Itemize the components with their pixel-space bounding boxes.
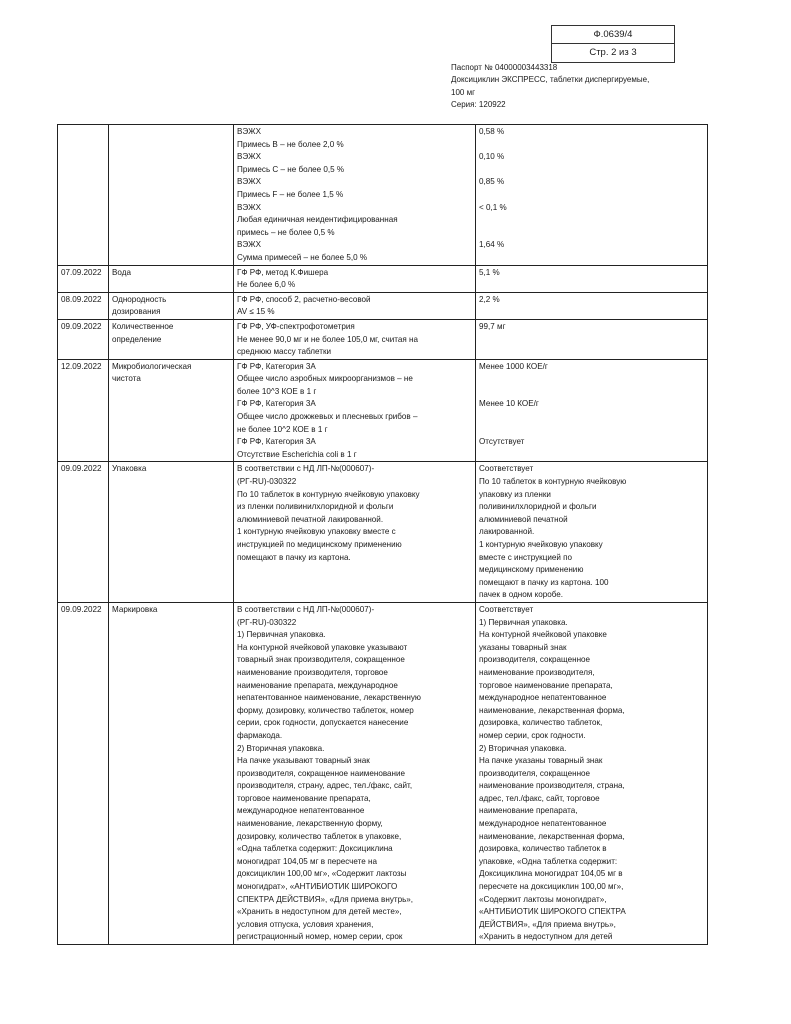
passport-header [451, 62, 711, 112]
cell-line: ГФ РФ, Категория 3А [237, 361, 316, 371]
cell-line: упаковке, «Одна таблетка содержит: [479, 856, 618, 866]
date-cell [58, 125, 109, 266]
cell-line: наименование препарата, международное [237, 680, 398, 690]
date-cell: 09.09.2022 [58, 462, 109, 603]
cell-line: «Хранить в недоступном для детей [479, 932, 613, 942]
cell-line [479, 189, 704, 202]
requirement-cell [234, 602, 476, 944]
cell-line: < 0,1 % [479, 202, 507, 212]
cell-line: наименование, лекарственную форму, [237, 819, 383, 829]
cell-line: наименование препарата, [479, 806, 578, 816]
cell-line: «Одна таблетка содержит: Доксициклина [237, 844, 393, 854]
product-dose: 100 мг [451, 87, 475, 97]
cell-line: не более 10^2 КОЕ в 1 г [237, 424, 328, 434]
cell-line: Отсутствует [479, 437, 525, 447]
table-row [58, 359, 708, 462]
cell-line: ГФ РФ, метод К.Фишера [237, 267, 329, 277]
table-row [58, 265, 708, 292]
cell-line: Не менее 90,0 мг и не более 105,0 мг, считая на [237, 334, 419, 344]
table-row [58, 319, 708, 359]
cell-line: из пленки поливинилхлоридной и фольги [237, 502, 394, 512]
cell-line: производителя, страну, адрес, тел./факс, сайт, [237, 781, 413, 791]
cell-line: Однородность [112, 294, 167, 304]
cell-line [479, 449, 704, 462]
cell-line: Количественное [112, 321, 174, 331]
cell-line: среднюю массу таблетки [237, 347, 332, 357]
cell-line: Доксициклина моногидрат 104,05 мг в [479, 869, 623, 879]
cell-line: вместе с инструкцией по [479, 552, 573, 562]
cell-line: «АНТИБИОТИК ШИРОКОГО СПЕКТРА [479, 907, 626, 917]
cell-line: ВЭЖХ [237, 177, 261, 187]
cell-line: чистота [112, 374, 141, 384]
test-cell [109, 462, 234, 603]
test-cell [109, 602, 234, 944]
cell-line: Сумма примесей – не более 5,0 % [237, 252, 368, 262]
cell-line: международное непатентованное [479, 693, 607, 703]
cell-line: наименование, лекарственная форма, [479, 831, 625, 841]
cell-line: На пачке указаны товарный знак [479, 756, 603, 766]
cell-line: примесь – не более 0,5 % [237, 227, 335, 237]
requirement-cell [234, 462, 476, 603]
cell-line: Примесь F – не более 1,5 % [237, 189, 344, 199]
cell-line: Примесь С – не более 0,5 % [237, 164, 345, 174]
cell-line: пересчете на доксициклин 100,00 мг», [479, 882, 624, 892]
cell-line: Маркировка [112, 604, 158, 614]
cell-line: ДЕЙСТВИЯ», «Для приема внутрь», [479, 919, 616, 929]
cell-line: серии, срок годности, допускается нанесение [237, 718, 409, 728]
cell-line: Менее 10 КОЕ/г [479, 399, 539, 409]
cell-line: медицинскому применению [479, 565, 584, 575]
requirement-cell [234, 359, 476, 462]
cell-line: На контурной ячейковой упаковке указывают [237, 642, 408, 652]
form-code: Ф.0639/4 [593, 29, 633, 40]
table-row [58, 292, 708, 319]
cell-line [479, 139, 704, 152]
test-cell [109, 292, 234, 319]
cell-line: 99,7 мг [479, 321, 506, 331]
cell-line: пачек в одном коробе. [479, 590, 564, 600]
cell-line: 5,1 % [479, 267, 500, 277]
result-cell [476, 462, 708, 603]
cell-line: моногидрат», «АНТИБИОТИК ШИРОКОГО [237, 882, 398, 892]
cell-line: помещают в пачку из картона. [237, 552, 351, 562]
result-cell [476, 602, 708, 944]
cell-line: наименование, лекарственная форма, [479, 705, 625, 715]
date-cell: 12.09.2022 [58, 359, 109, 462]
cell-line: указаны товарный знак [479, 642, 567, 652]
result-cell [476, 359, 708, 462]
cell-line: торговое наименование препарата, [237, 793, 371, 803]
passport-number: Паспорт № 04000003443318 [451, 63, 558, 72]
requirement-cell [234, 292, 476, 319]
cell-line: определение [112, 334, 162, 344]
cell-line: 1,64 % [479, 240, 505, 250]
requirement-cell [234, 125, 476, 266]
cell-line: форму, дозировку, количество таблеток, номер [237, 705, 414, 715]
test-cell [109, 125, 234, 266]
cell-line: ГФ РФ, Категория 3А [237, 399, 316, 409]
cell-line: 1) Первичная упаковка. [237, 630, 326, 640]
cell-line: Вода [112, 267, 131, 277]
cell-line: адрес, тел./факс, сайт, торговое [479, 793, 600, 803]
cell-line: инструкцией по медицинскому применению [237, 540, 402, 549]
table-row [58, 462, 708, 603]
cell-line: ГФ РФ, УФ-спектрофотометрия [237, 321, 355, 331]
cell-line: производителя, сокращенное наименование [237, 768, 406, 778]
cell-line [479, 373, 704, 386]
cell-line: 0,10 % [479, 152, 505, 162]
cell-line: товарный знак производителя, сокращенное [237, 655, 405, 665]
cell-line: «Содержит лактозы моногидрат», [479, 894, 607, 904]
cell-line: 2) Вторичная упаковка. [237, 743, 325, 753]
cell-line: В соответствии с НД ЛП-№(000607)- [237, 604, 375, 614]
test-cell [109, 265, 234, 292]
cell-line: Микробиологическая [112, 361, 192, 371]
cell-line: упаковку из пленки [479, 489, 551, 499]
cell-line: Менее 1000 КОЕ/г [479, 361, 548, 371]
result-cell [476, 292, 708, 319]
cell-line: производителя, сокращенное [479, 655, 591, 665]
cell-line: На контурной ячейковой упаковке [479, 630, 607, 640]
date-cell: 08.09.2022 [58, 292, 109, 319]
cell-line: лакированной. [479, 527, 535, 537]
cell-line: Не более 6,0 % [237, 280, 296, 290]
cell-line: наименование производителя, страна, [479, 781, 625, 791]
cell-line: По 10 таблеток в контурную ячейковую упаковку [237, 489, 420, 499]
cell-line [479, 227, 704, 240]
cell-line: ВЭЖХ [237, 202, 261, 212]
cell-line: (РГ-RU)-030322 [237, 617, 297, 627]
cell-line: 0,85 % [479, 177, 505, 187]
cell-line: дозировку, количество таблеток в упаковке, [237, 831, 402, 841]
cell-line: поливинилхлоридной и фольги [479, 502, 597, 512]
cell-line: ВЭЖХ [237, 152, 261, 162]
cell-line: алюминиевой печатной лакированной. [237, 514, 384, 524]
cell-line: фармакода. [237, 730, 283, 740]
cell-line: ВЭЖХ [237, 127, 261, 136]
cell-line: 0,58 % [479, 127, 505, 136]
cell-line: номер серии, срок годности. [479, 730, 586, 740]
form-code-box [551, 25, 675, 63]
cell-line: AV ≤ 15 % [237, 307, 275, 317]
cell-line [479, 386, 704, 399]
cell-line: ГФ РФ, способ 2, расчетно-весовой [237, 294, 371, 304]
cell-line: международное непатентованное [237, 806, 365, 816]
cell-line: наименование производителя, торговое [237, 667, 388, 677]
cell-line: 1) Первичная упаковка. [479, 617, 568, 627]
cell-line: торговое наименование препарата, [479, 680, 613, 690]
cell-line: На пачке указывают товарный знак [237, 756, 370, 766]
cell-line: производителя, сокращенное [479, 768, 591, 778]
cell-line [479, 411, 704, 424]
table-row [58, 125, 708, 266]
test-cell [109, 359, 234, 462]
cell-line: Соответствует [479, 464, 534, 474]
cell-line: 1 контурную ячейковую упаковку вместе с [237, 527, 396, 537]
requirement-cell [234, 319, 476, 359]
table-row [58, 602, 708, 944]
cell-line: В соответствии с НД ЛП-№(000607)- [237, 464, 375, 474]
result-cell [476, 125, 708, 266]
cell-line [479, 214, 704, 227]
cell-line: 2) Вторичная упаковка. [479, 743, 567, 753]
cell-line: Упаковка [112, 464, 147, 474]
cell-line: ВЭЖХ [237, 240, 261, 250]
cell-line [479, 252, 704, 265]
cell-line: дозировка, количество таблеток, [479, 718, 603, 728]
cell-line [479, 164, 704, 177]
result-cell [476, 265, 708, 292]
page-number: Стр. 2 из 3 [552, 43, 674, 62]
cell-line: Общее число дрожжевых и плесневых грибов – [237, 412, 418, 422]
cell-line: непатентованное наименование, лекарственную [237, 693, 421, 703]
test-cell [109, 319, 234, 359]
cell-line: Любая единичная неидентифицированная [237, 215, 398, 225]
cell-line: более 10^3 КОЕ в 1 г [237, 386, 317, 396]
cell-line: Соответствует [479, 604, 534, 614]
cell-line: (РГ-RU)-030322 [237, 477, 297, 487]
result-cell [476, 319, 708, 359]
cell-line: 2,2 % [479, 294, 500, 304]
product-name: Доксициклин ЭКСПРЕСС, таблетки диспергируемые, [451, 75, 650, 85]
cell-line [479, 424, 704, 437]
requirement-cell [234, 265, 476, 292]
cell-line: Примесь В – не более 2,0 % [237, 139, 344, 149]
cell-line: 1 контурную ячейковую упаковку [479, 540, 603, 549]
cell-line: Отсутствие Escherichia coli в 1 г [237, 449, 357, 459]
cell-line: По 10 таблеток в контурную ячейковую [479, 477, 627, 487]
date-cell: 07.09.2022 [58, 265, 109, 292]
batch-number: Серия: 120922 [451, 100, 506, 110]
cell-line: наименование производителя, [479, 667, 595, 677]
cell-line: регистрационный номер, номер серии, срок [237, 932, 403, 942]
cell-line: дозировка, количество таблеток в [479, 844, 607, 854]
cell-line: ГФ РФ, Категория 3А [237, 437, 316, 447]
cell-line: помещают в пачку из картона. 100 [479, 577, 609, 587]
test-results-table [57, 124, 708, 945]
cell-line: дозирования [112, 307, 161, 317]
cell-line: Общее число аэробных микроорганизмов – не [237, 374, 413, 384]
cell-line: условия отпуска, условия хранения, [237, 919, 374, 929]
cell-line: доксициклин 100,00 мг», «Содержит лактозы [237, 869, 407, 879]
cell-line: «Хранить в недоступном для детей месте», [237, 907, 402, 917]
cell-line: моногидрат 104,05 мг в пересчете на [237, 856, 377, 866]
cell-line: международное непатентованное [479, 819, 607, 829]
date-cell: 09.09.2022 [58, 602, 109, 944]
cell-line: СПЕКТРА ДЕЙСТВИЯ», «Для приема внутрь», [237, 894, 414, 904]
date-cell: 09.09.2022 [58, 319, 109, 359]
cell-line: алюминиевой печатной [479, 514, 568, 524]
